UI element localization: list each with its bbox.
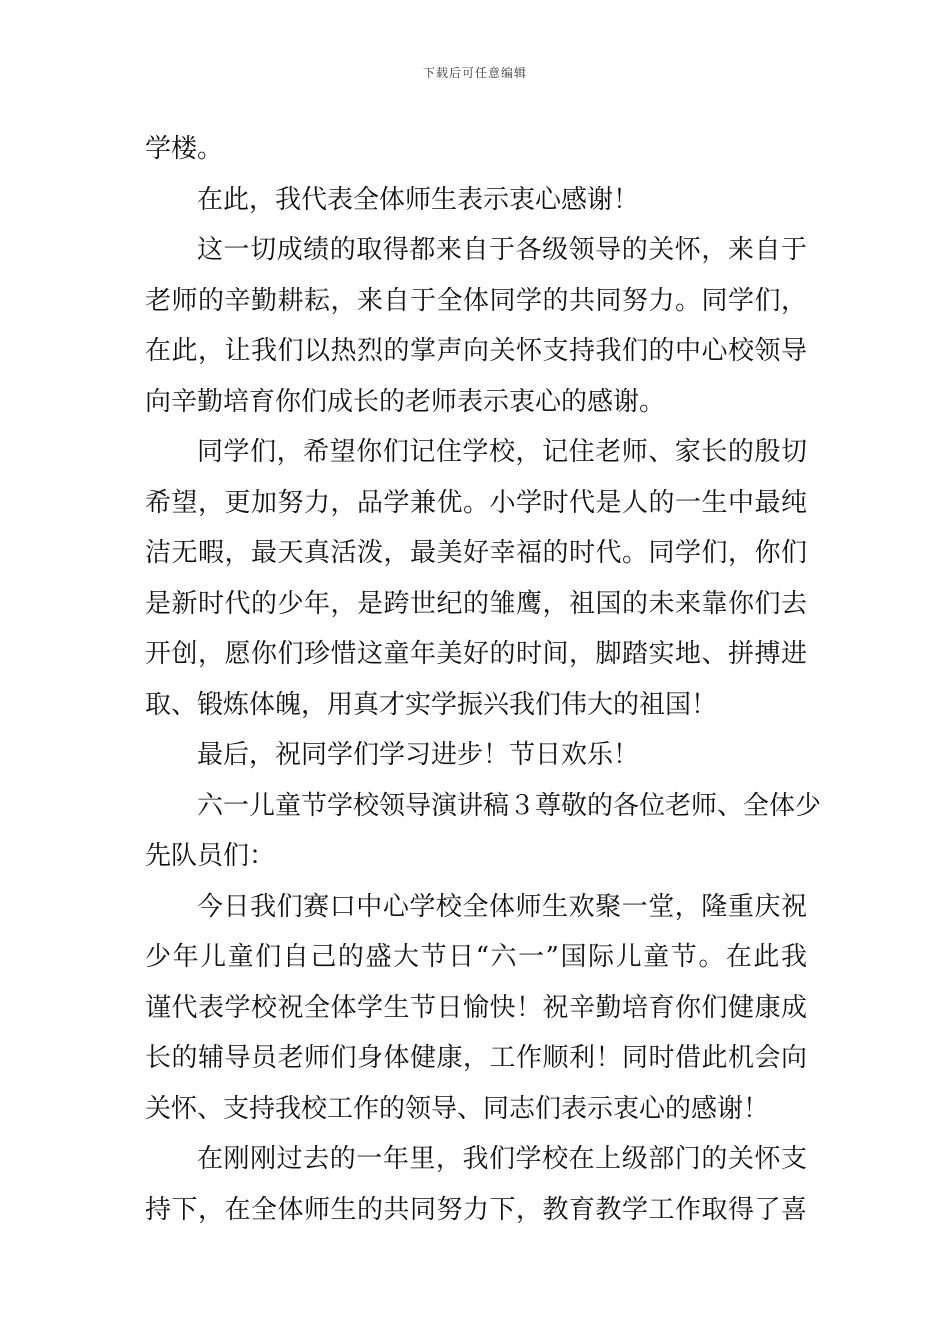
- text-line: 开创，愿你们珍惜这童年美好的时间，脚踏实地、拼搏进: [145, 639, 807, 669]
- text-line: 向辛勤培育你们成长的老师表示衷心的感谢。: [145, 386, 666, 417]
- text-line: 是新时代的少年，是跨世纪的雏鹰，祖国的未来靠你们去: [145, 588, 807, 619]
- text-line: 谨代表学校祝全体学生节日愉快！祝辛勤培育你们健康成: [145, 992, 807, 1023]
- text-line: 在此，让我们以热烈的掌声向关怀支持我们的中心校领导: [145, 336, 807, 366]
- text-line: 持下，在全体师生的共同努力下，教育教学工作取得了喜: [145, 1194, 807, 1225]
- text-line: 少年儿童们自己的盛大节日“六一”国际儿童节。在此我: [145, 942, 807, 972]
- text-line: 取、锻炼体魄，用真才实学振兴我们伟大的祖国！: [145, 689, 718, 720]
- text-line: 洁无暇，最天真活泼，最美好幸福的时代。同学们，你们: [145, 538, 807, 568]
- text-line: 最后，祝同学们学习进步！节日欢乐！: [197, 740, 640, 770]
- text-line: 先队员们：: [145, 841, 276, 871]
- text-line: 这一切成绩的取得都来自于各级领导的关怀，来自于: [197, 235, 807, 265]
- text-line: 六一儿童节学校领导演讲稿３尊敬的各位老师、全体少: [197, 790, 822, 821]
- text-line: 长的辅导员老师们身体健康，工作顺利！同时借此机会向: [145, 1043, 807, 1073]
- body-text: [145, 124, 822, 1235]
- text-line: 同学们，希望你们记住学校，记住老师、家长的殷切: [197, 437, 807, 467]
- text-line: 学楼。: [145, 134, 224, 164]
- text-line: 老师的辛勤耕耘，来自于全体同学的共同努力。同学们，: [145, 285, 807, 316]
- header-note: 下载后可任意编辑: [422, 66, 527, 80]
- text-line: 今日我们赛口中心学校全体师生欢聚一堂，隆重庆祝: [197, 891, 807, 922]
- text-line: 关怀、支持我校工作的领导、同志们表示衷心的感谢！: [145, 1093, 770, 1124]
- text-line: 在此，我代表全体师生表示衷心感谢！: [197, 184, 640, 215]
- text-line: 希望，更加努力，品学兼优。小学时代是人的一生中最纯: [145, 487, 807, 518]
- text-line: 在刚刚过去的一年里，我们学校在上级部门的关怀支: [197, 1144, 807, 1174]
